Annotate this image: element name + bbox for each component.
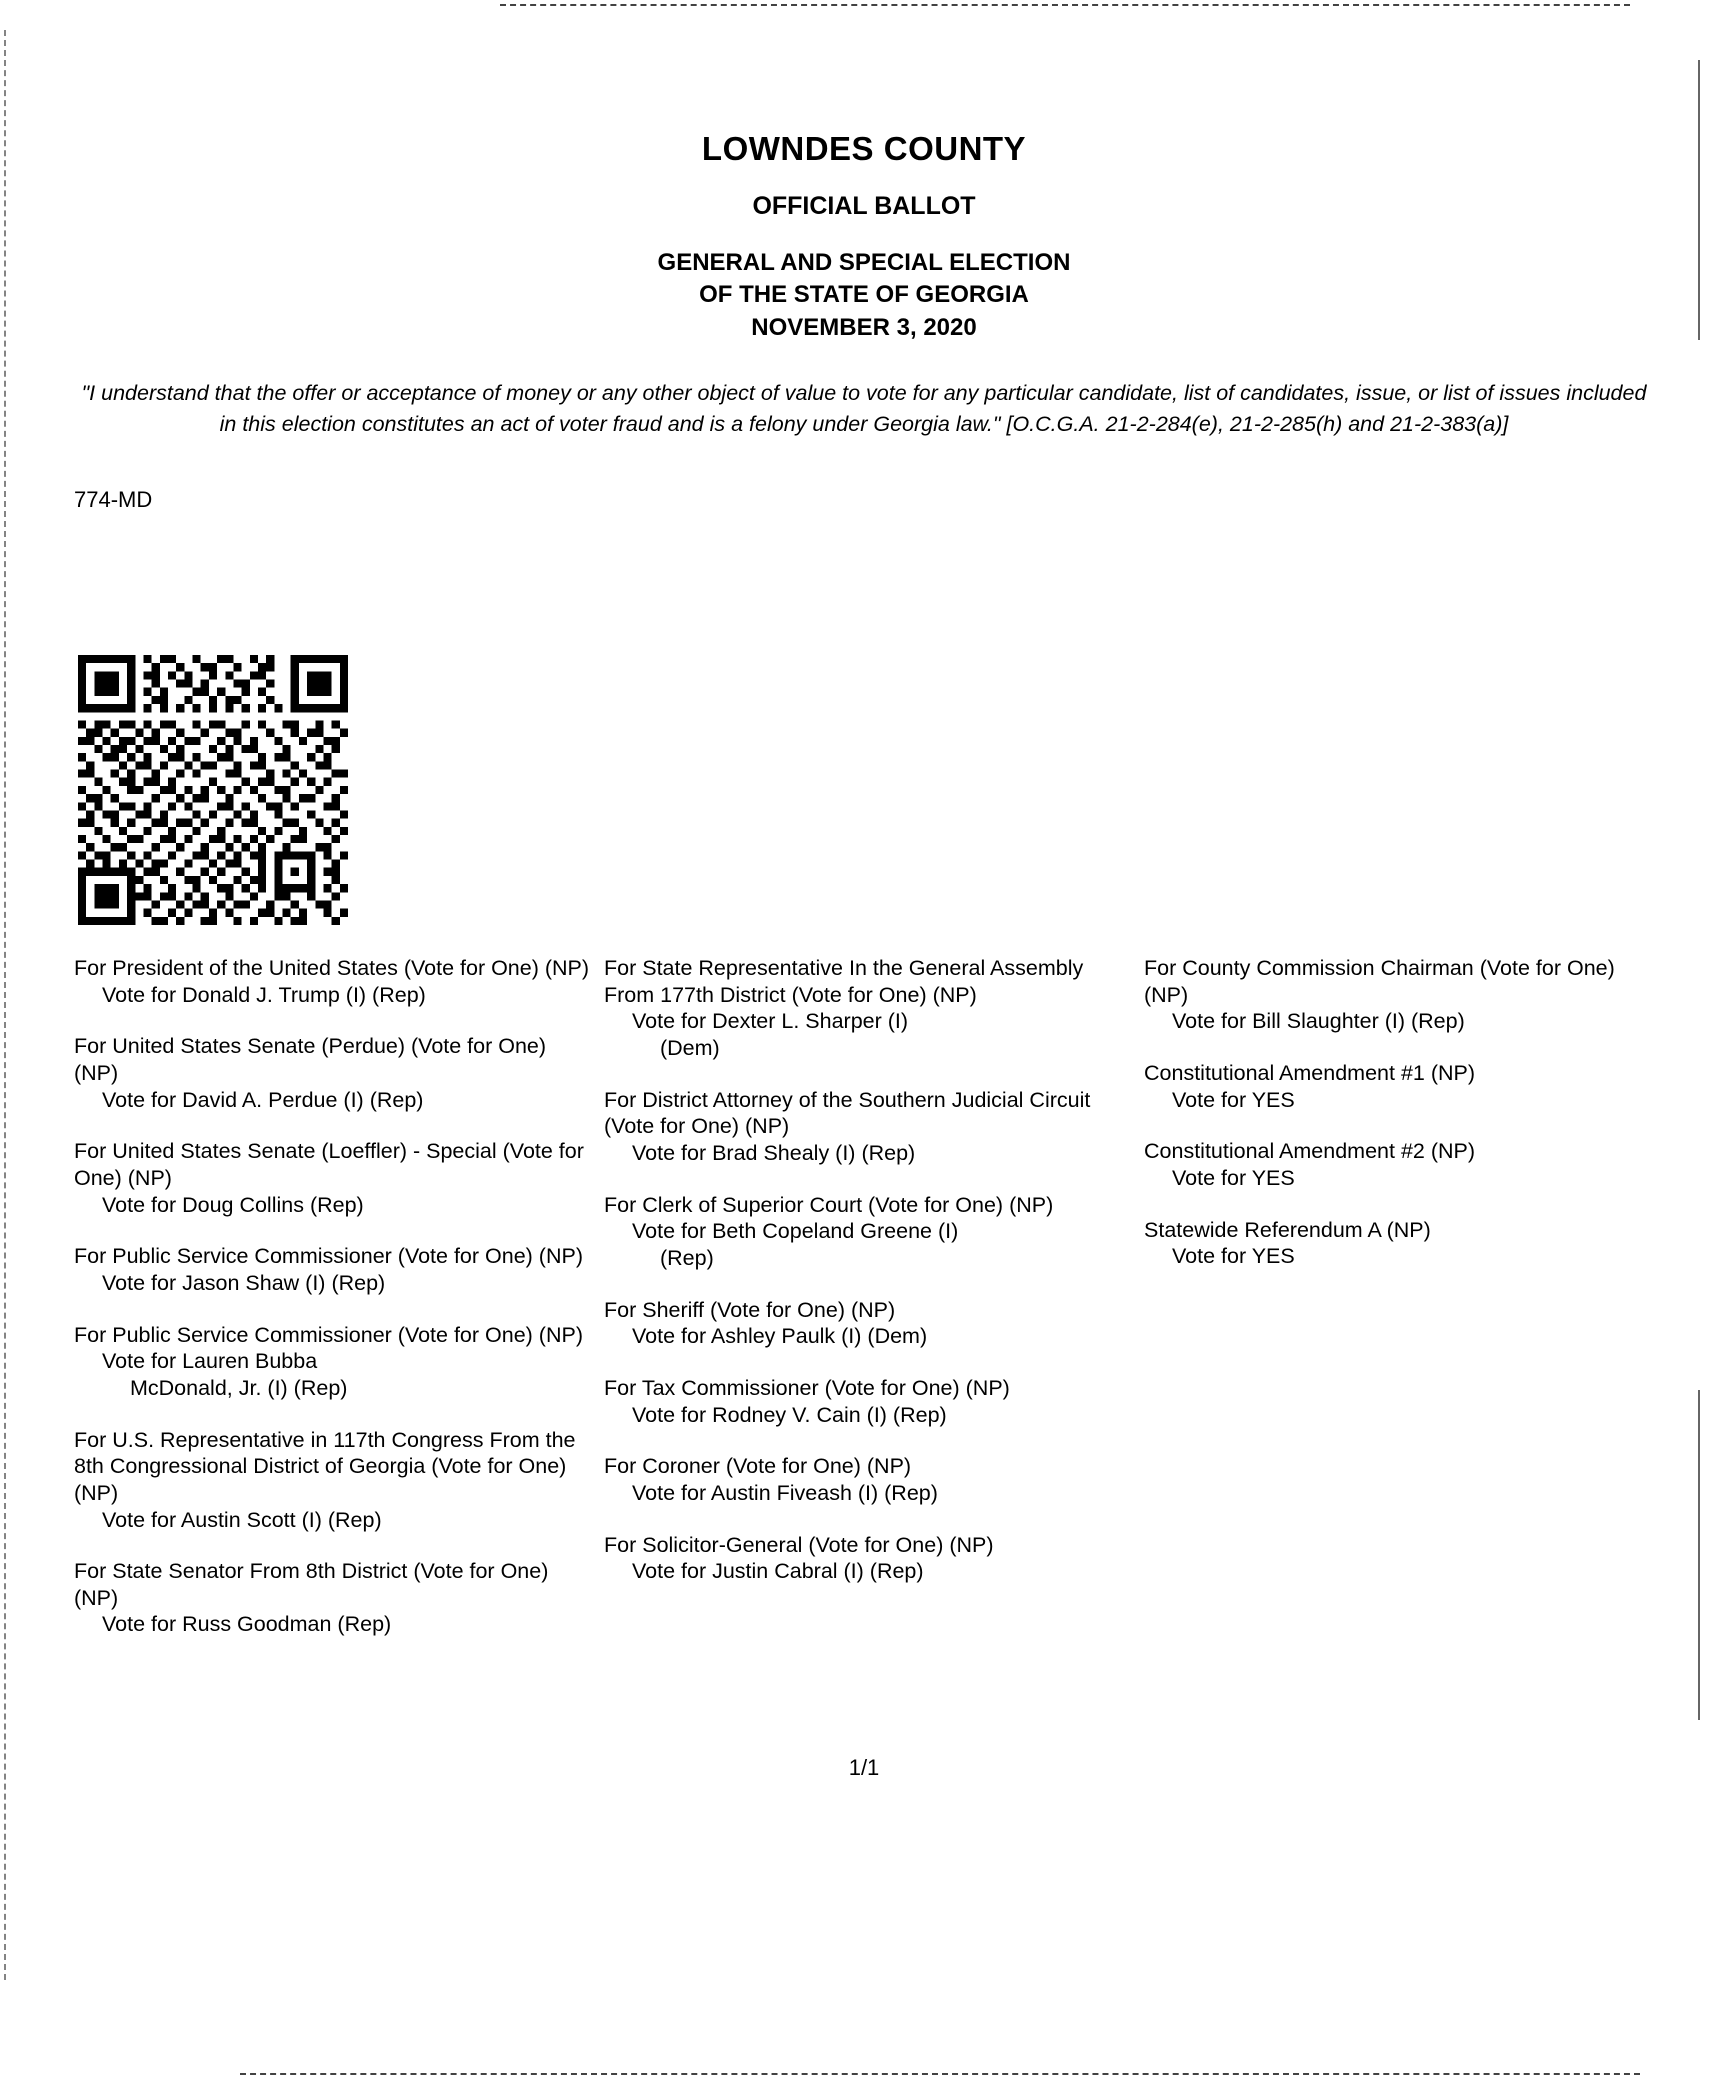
contest-choice: Vote for Ashley Paulk (I) (Dem) — [632, 1324, 928, 1349]
ballot-qr-code — [78, 655, 348, 925]
contest-title: For Public Service Commissioner (Vote for One) (NP) — [74, 1322, 583, 1347]
contest-choice: Vote for Justin Cabral (I) (Rep) — [632, 1559, 924, 1584]
contest-state-senator-8th-district — [74, 1558, 594, 1638]
contest-us-senate-perdue — [74, 1033, 594, 1113]
ballot-style-id: 774-MD — [74, 486, 153, 512]
contest-president — [74, 955, 594, 1008]
contest-district-attorney — [604, 1087, 1134, 1167]
contest-choice: Vote for Doug Collins (Rep) — [102, 1192, 364, 1217]
contest-title: For Tax Commissioner (Vote for One) (NP) — [604, 1375, 1010, 1400]
contest-title: For Solicitor-General (Vote for One) (NP) — [604, 1532, 994, 1557]
contest-choice-continued: (Dem) — [660, 1035, 720, 1060]
contest-constitutional-amendment-2 — [1144, 1138, 1654, 1191]
official-ballot-label: OFFICIAL BALLOT — [752, 192, 976, 220]
election-name-line1: GENERAL AND SPECIAL ELECTION — [657, 249, 1071, 276]
contest-choice-continued: (Rep) — [660, 1245, 714, 1270]
contest-tax-commissioner — [604, 1375, 1134, 1428]
contest-solicitor-general — [604, 1532, 1134, 1585]
contest-choice: Vote for Donald J. Trump (I) (Rep) — [102, 982, 426, 1007]
contest-title: For President of the United States (Vote for One) (NP) — [74, 956, 590, 980]
contest-state-representative-177th — [604, 955, 1134, 1062]
contest-title: For Public Service Commissioner (Vote for One) (NP) — [74, 1244, 583, 1269]
contest-columns — [74, 955, 1664, 1663]
contest-title: For District Attorney of the Southern Judicial Circuit (Vote for One) (NP) — [604, 1087, 1091, 1139]
contest-title: Constitutional Amendment #1 (NP) — [1144, 1060, 1476, 1085]
contest-column-3 — [1144, 955, 1664, 1663]
qr-code-container — [78, 655, 348, 925]
contest-choice: Vote for Rodney V. Cain (I) (Rep) — [632, 1402, 947, 1427]
contest-title: For State Senator From 8th District (Vote for One) (NP) — [74, 1559, 549, 1610]
contest-public-service-commissioner-1 — [74, 1243, 594, 1296]
contest-clerk-of-superior-court — [604, 1192, 1134, 1272]
contest-public-service-commissioner-2 — [74, 1322, 594, 1402]
contest-title: For County Commission Chairman (Vote for One) (NP) — [1144, 956, 1615, 1007]
contest-choice-continued: McDonald, Jr. (I) (Rep) — [130, 1375, 348, 1400]
contest-sheriff — [604, 1297, 1134, 1350]
contest-choice: Vote for Beth Copeland Greene (I) — [632, 1219, 959, 1244]
contest-choice: Vote for YES — [1172, 1087, 1295, 1112]
contest-title: For Clerk of Superior Court (Vote for One) (NP) — [604, 1192, 1054, 1217]
contest-choice: Vote for Dexter L. Sharper (I) — [632, 1009, 909, 1034]
contest-choice: Vote for Jason Shaw (I) (Rep) — [102, 1270, 386, 1295]
contest-us-representative-8th-district — [74, 1427, 594, 1534]
contest-title: For Sheriff (Vote for One) (NP) — [604, 1297, 896, 1322]
county-title: LOWNDES COUNTY — [701, 130, 1027, 167]
election-name-line2: OF THE STATE OF GEORGIA — [699, 281, 1029, 309]
contest-choice: Vote for David A. Perdue (I) (Rep) — [102, 1087, 424, 1112]
scan-edge-mark-right-lower — [1698, 1390, 1700, 1720]
contest-statewide-referendum-a — [1144, 1217, 1654, 1270]
contest-title: Statewide Referendum A (NP) — [1144, 1217, 1431, 1242]
contest-constitutional-amendment-1 — [1144, 1060, 1654, 1113]
contest-coroner — [604, 1453, 1134, 1506]
voter-fraud-oath: "I understand that the offer or acceptance of money or any other object of value to vote for any particular candidate, list of candidates, issue, or list of issues included in this election constitutes an act of voter fraud and is a felony under Georgia law." [O.C.G.A. 21-2-284(e), 21-2-285(h) and 21-2-383(a)] — [81, 381, 1647, 437]
contest-choice: Vote for Austin Fiveash (I) (Rep) — [632, 1480, 938, 1505]
contest-choice: Vote for YES — [1172, 1244, 1295, 1269]
contest-county-commission-chairman — [1144, 955, 1654, 1035]
contest-choice: Vote for Russ Goodman (Rep) — [102, 1612, 392, 1637]
contest-title: For United States Senate (Perdue) (Vote for One) (NP) — [74, 1034, 547, 1085]
contest-choice: Vote for Lauren Bubba — [102, 1349, 318, 1374]
contest-title: Constitutional Amendment #2 (NP) — [1144, 1139, 1476, 1164]
contest-title: For Coroner (Vote for One) (NP) — [604, 1454, 912, 1479]
contest-title: For U.S. Representative in 117th Congress From the 8th Congressional District of Georgia (Vote for One) (NP) — [74, 1427, 576, 1505]
contest-title: For State Representative In the General Assembly From 177th District (Vote for One) (NP) — [604, 956, 1084, 1007]
contest-us-senate-loeffler-special — [74, 1138, 594, 1218]
contest-choice: Vote for Bill Slaughter (I) (Rep) — [1172, 1009, 1465, 1034]
contest-choice: Vote for Austin Scott (I) (Rep) — [102, 1507, 382, 1532]
contest-title: For United States Senate (Loeffler) - Special (Vote for One) (NP) — [74, 1139, 584, 1190]
contest-choice: Vote for Brad Shealy (I) (Rep) — [632, 1140, 916, 1165]
election-date: NOVEMBER 3, 2020 — [751, 313, 977, 341]
contest-column-2 — [604, 955, 1144, 1663]
contest-column-1 — [74, 955, 604, 1663]
scan-edge-mark-bottom — [240, 2073, 1640, 2075]
contest-choice: Vote for YES — [1172, 1165, 1295, 1190]
page-number: 1/1 — [848, 1755, 880, 1780]
